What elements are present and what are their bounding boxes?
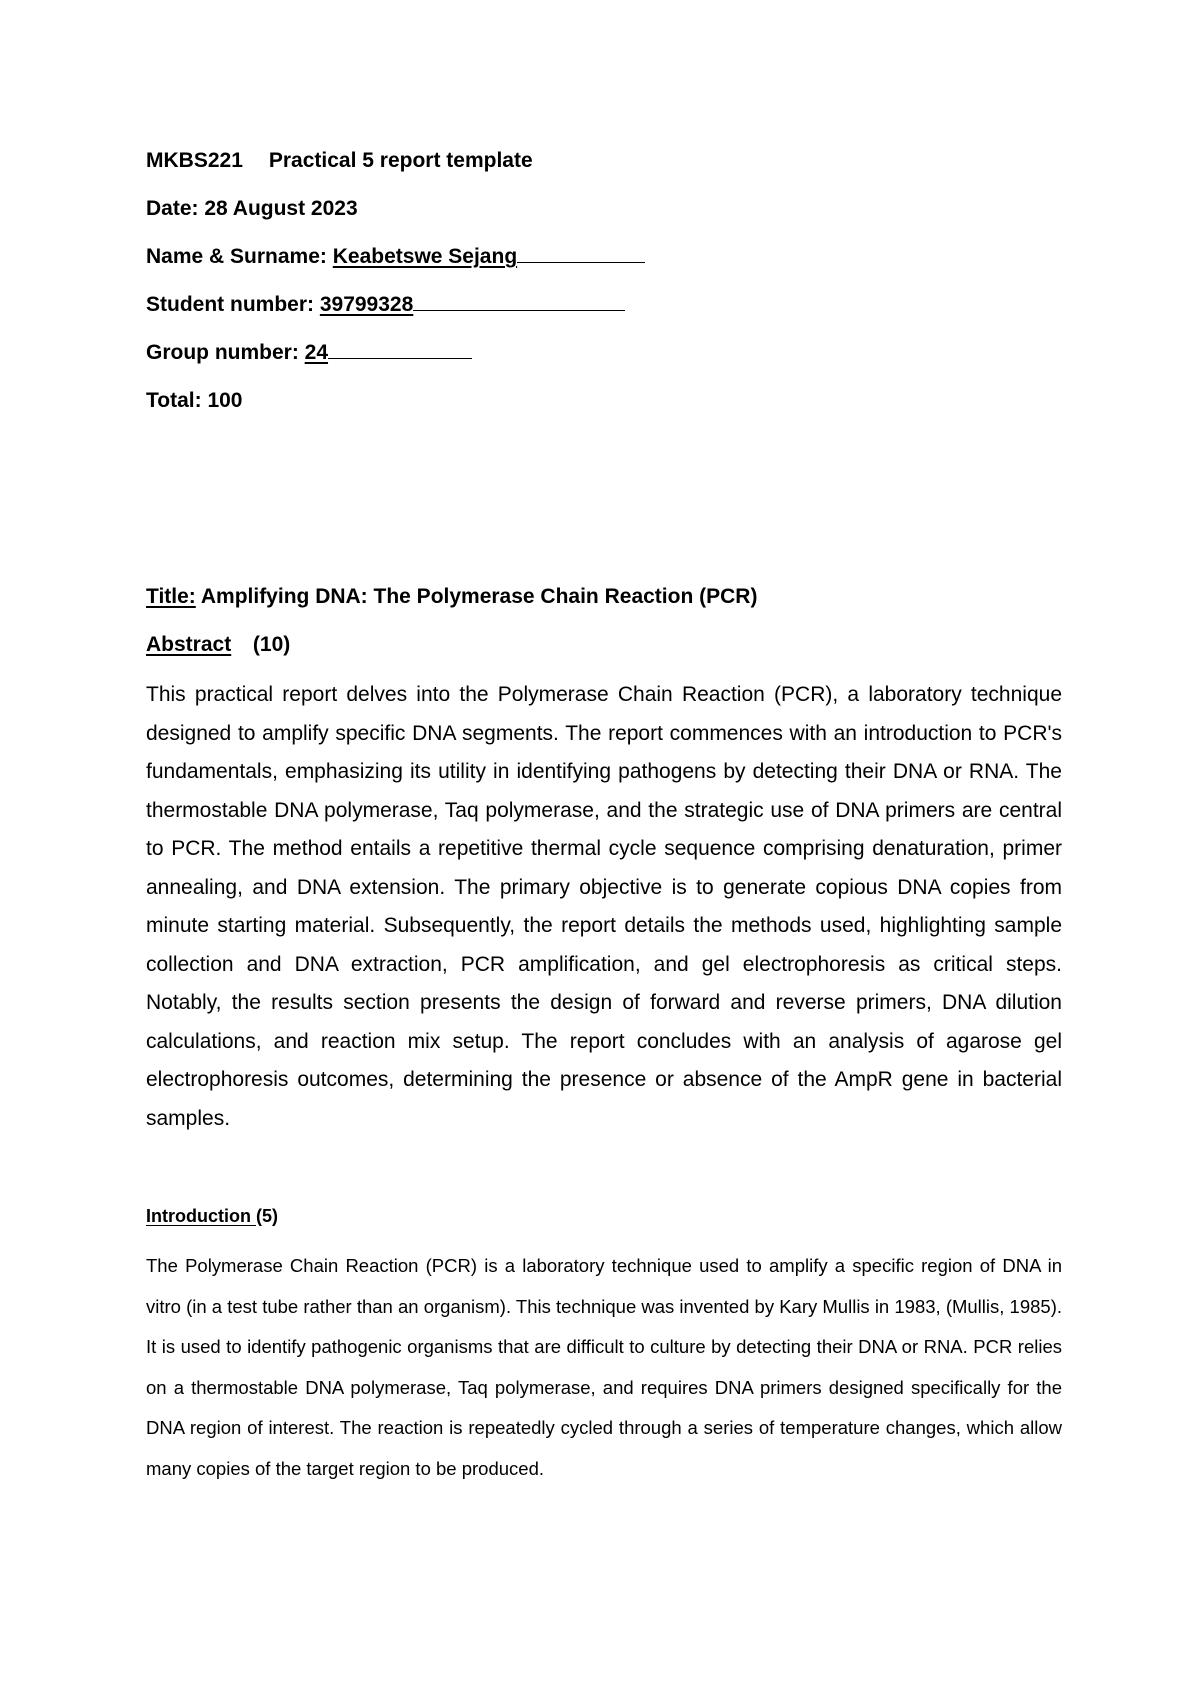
student-number-fill-line	[413, 292, 625, 311]
abstract-heading	[146, 632, 290, 658]
date-value: 28 August 2023	[204, 197, 358, 220]
name-label: Name & Surname:	[146, 245, 327, 268]
course-code: MKBS221	[146, 149, 243, 172]
abstract-heading-label: Abstract	[146, 633, 232, 656]
introduction-marks: (5)	[256, 1206, 278, 1226]
course-line	[146, 148, 533, 174]
total-value: 100	[207, 389, 243, 412]
total-line	[146, 388, 243, 414]
student-number-label: Student number:	[146, 293, 314, 316]
template-title: Practical 5 report template	[268, 149, 533, 172]
report-title-value: Amplifying DNA: The Polymerase Chain Reaction (PCR)	[200, 585, 758, 608]
date-line	[146, 196, 358, 222]
introduction-heading-label: Introduction	[146, 1206, 251, 1226]
abstract-marks: (10)	[252, 633, 291, 656]
total-label: Total:	[146, 389, 202, 412]
abstract-body: This practical report delves into the Polymerase Chain Reaction (PCR), a laboratory technique designed to amplify specific DNA segments. The report commences with an introduction to PCR's fundamentals, emphasizing its utility in identifying pathogens by detecting their DNA or RNA. The thermostable DNA polymerase, Taq polymerase, and the strategic use of DNA primers are central to PCR. The method entails a repetitive thermal cycle sequence comprising denaturation, primer annealing, and DNA extension. The primary objective is to generate copious DNA copies from minute starting material. Subsequently, the report details the methods used, highlighting sample collection and DNA extraction, PCR amplification, and gel electrophoresis as critical steps. Notably, the results section presents the design of forward and reverse primers, DNA dilution calculations, and reaction mix setup. The report concludes with an analysis of agarose gel electrophoresis outcomes, determining the presence or absence of the AmpR gene in bacterial samples.	[146, 683, 1062, 1130]
student-number-value: 39799328	[319, 293, 414, 316]
student-number-line	[146, 292, 625, 318]
name-fill-line	[517, 244, 645, 263]
group-number-fill-line	[328, 340, 472, 359]
report-title	[146, 584, 757, 610]
name-value: Keabetswe Sejang	[332, 245, 518, 268]
date-label: Date:	[146, 197, 199, 220]
introduction-heading	[146, 1204, 278, 1228]
group-number-line	[146, 340, 472, 366]
group-number-label: Group number:	[146, 341, 299, 364]
name-line	[146, 244, 645, 270]
group-number-value: 24	[304, 341, 329, 364]
report-title-label: Title:	[146, 585, 196, 608]
introduction-body: The Polymerase Chain Reaction (PCR) is a laboratory technique used to amplify a specific region of DNA in vitro (in a test tube rather than an organism). This technique was invented by Kary Mullis in 1983, (Mullis, 1985). It is used to identify pathogenic organisms that are difficult to culture by detecting their DNA or RNA. PCR relies on a thermostable DNA polymerase, Taq polymerase, and requires DNA primers designed specifically for the DNA region of interest. The reaction is repeatedly cycled through a series of temperature changes, which allow many copies of the target region to be produced.	[146, 1255, 1062, 1479]
